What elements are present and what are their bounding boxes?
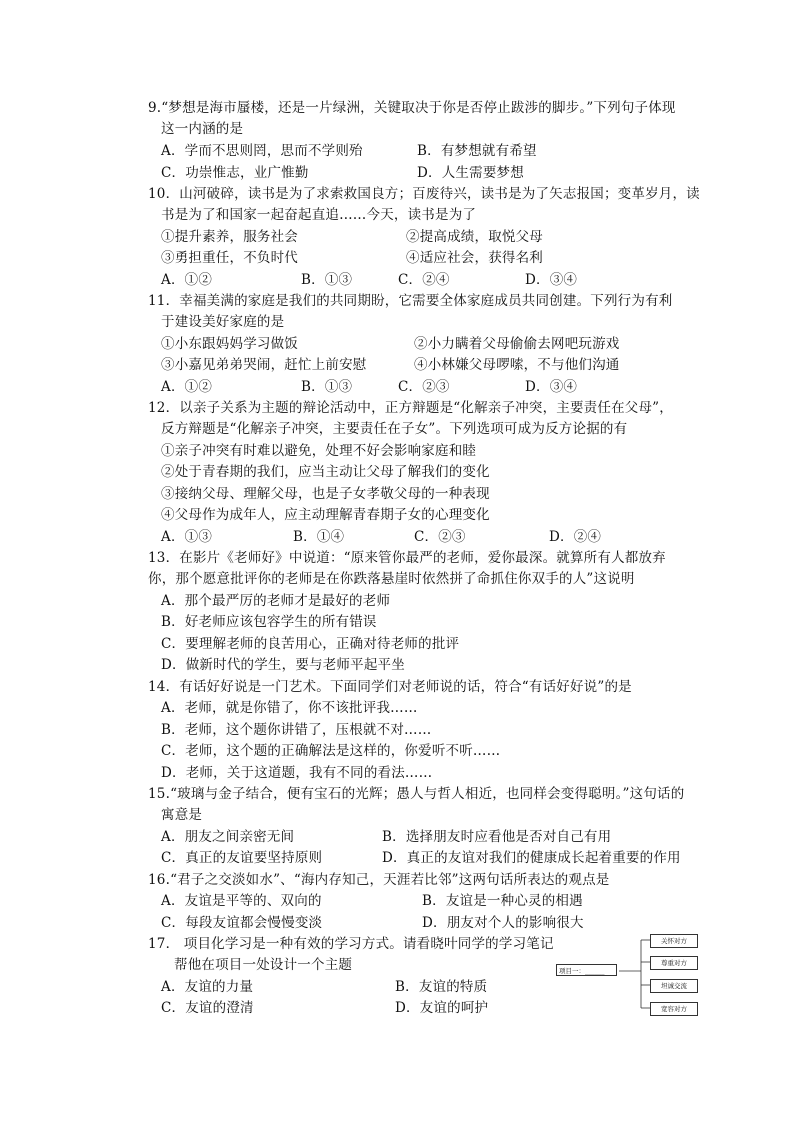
q11-option-d: D．③④ [525,379,578,395]
q17-option-b: B．友谊的特质 [395,979,488,995]
q13-option-c: C．要理解老师的良苦用心，正确对待老师的批评 [161,636,460,652]
q15-option-a: A．朋友之间亲密无间 [161,829,295,845]
q16-stem: 16.“君子之交淡如水”、“海内存知己，天涯若比邻”这两句话所表达的观点是 [148,872,610,888]
q11-option-b: B．①③ [301,379,353,395]
q16-option-c: C．每段友谊都会慢慢变淡 [161,915,323,931]
diagram-branch-tolerance: 宽容对方 [650,1002,698,1016]
q9-option-c: C．功崇惟志，业广惟勤 [161,165,309,181]
q9-stem-cont: 这一内涵的是 [161,121,244,137]
q12-statement-4: ④父母作为成年人，应主动理解青春期子女的心理变化 [161,507,490,523]
q12-option-c: C．②③ [414,529,466,545]
q10-option-c: C．②④ [398,272,450,288]
q12-option-b: B．①④ [293,529,345,545]
q13-option-d: D．做新时代的学生，要与老师平起平坐 [161,657,405,673]
q12-statement-1: ①亲子冲突有时难以避免，处理不好会影响家庭和睦 [161,443,477,459]
q13-stem: 13．在影片《老师好》中说道：“原来管你最严的老师，爱你最深。就算所有人都放弃 [148,550,666,566]
q12-statement-3: ③接纳父母、理解父母，也是子女孝敬父母的一种表现 [161,486,490,502]
q10-stem: 10．山河破碎，读书是为了求索救国良方；百废待兴，读书是为了矢志报国；变革岁月，读 [148,186,700,202]
q15-stem-cont: 寓意是 [161,807,203,823]
q11-statement-4: ④小林嫌父母啰嗦，不与他们沟通 [414,357,620,373]
q14-stem: 14．有话好好说是一门艺术。下面同学们对老师说的话，符合“有话好好说”的是 [148,679,632,695]
study-notes-diagram [555,932,700,1016]
q10-option-d: D．③④ [525,272,578,288]
q16-option-b: B．友谊是一种心灵的相遇 [422,893,583,909]
q14-option-b: B．老师，这个题你讲错了，压根就不对…… [161,722,432,738]
q11-statement-3: ③小嘉见弟弟哭闹，赶忙上前安慰 [161,357,367,373]
diagram-branch-honest-communication: 坦诚交流 [650,979,698,993]
diagram-root-project-1: 项目一：______ [556,964,617,976]
q10-stem-cont: 书是为了和国家一起奋起直追……今天，读书是为了 [161,207,477,223]
q9-stem: 9.“梦想是海市蜃楼，还是一片绿洲，关键取决于你是否停止跋涉的脚步。”下列句子体现 [148,100,676,116]
q16-option-a: A．友谊是平等的、双向的 [161,893,322,909]
q15-option-b: B．选择朋友时应看他是否对自己有用 [382,829,612,845]
q17-option-d: D．友谊的呵护 [395,1000,489,1016]
q12-stem-cont: 反方辩题是“化解亲子冲突，主要责任在子女”。下列选项可成为反方论据的有 [161,421,628,437]
q12-statement-2: ②处于青春期的我们，应当主动让父母了解我们的变化 [161,464,490,480]
q11-option-c: C．②③ [398,379,450,395]
q9-option-b: B．有梦想就有希望 [417,143,537,159]
diagram-branch-respect: 尊重对方 [650,956,698,970]
q16-option-d: D．朋友对个人的影响很大 [422,915,584,931]
q15-stem: 15.“玻璃与金子结合，便有宝石的光辉；愚人与哲人相近，也同样会变得聪明。”这句话的 [148,786,685,802]
q11-option-a: A．①② [161,379,213,395]
q17-option-c: C．友谊的澄清 [161,1000,254,1016]
diagram-branch-care: 关怀对方 [650,934,698,948]
q11-stem: 11．幸福美满的家庭是我们的共同期盼，它需要全体家庭成员共同创建。下列行为有利 [148,293,673,309]
q17-stem: 17． 项目化学习是一种有效的学习方式。请看晓叶同学的学习笔记 [148,936,554,952]
q9-option-d: D．人生需要梦想 [417,165,524,181]
q15-option-c: C．真正的友谊要坚持原则 [161,850,323,866]
q14-option-c: C．老师，这个题的正确解法是这样的，你爱听不听…… [161,743,501,759]
q11-statement-1: ①小东跟妈妈学习做饭 [161,336,298,352]
q13-option-a: A．那个最严厉的老师才是最好的老师 [161,593,391,609]
q9-option-a: A．学而不思则罔，思而不学则殆 [161,143,363,159]
q10-statement-1: ①提升素养，服务社会 [161,229,298,245]
q10-statement-3: ③勇担重任，不负时代 [161,250,298,266]
q14-option-d: D．老师，关于这道题，我有不同的看法…… [161,765,433,781]
q13-option-b: B．好老师应该包容学生的所有错误 [161,614,377,630]
q17-option-a: A．友谊的力量 [161,979,254,995]
q12-option-d: D．②④ [549,529,602,545]
q10-option-a: A．①② [161,272,213,288]
q14-option-a: A．老师，就是你错了，你不该批评我…… [161,700,418,716]
q17-stem-cont: 帮他在项目一处设计一个主题 [174,957,353,973]
q11-statement-2: ②小力瞒着父母偷偷去网吧玩游戏 [414,336,620,352]
q12-stem: 12．以亲子关系为主题的辩论活动中，正方辩题是“化解亲子冲突，主要责任在父母”， [148,400,673,416]
q11-stem-cont: 于建设美好家庭的是 [161,314,285,330]
q12-option-a: A．①③ [161,529,213,545]
q13-stem-cont: 你，那个愿意批评你的老师是在你跌落悬崖时依然拼了命抓住你双手的人”这说明 [148,571,635,587]
q15-option-d: D．真正的友谊对我们的健康成长起着重要的作用 [382,850,681,866]
q10-option-b: B．①③ [301,272,353,288]
q10-statement-2: ②提高成绩，取悦父母 [406,229,543,245]
q10-statement-4: ④适应社会，获得名利 [406,250,543,266]
